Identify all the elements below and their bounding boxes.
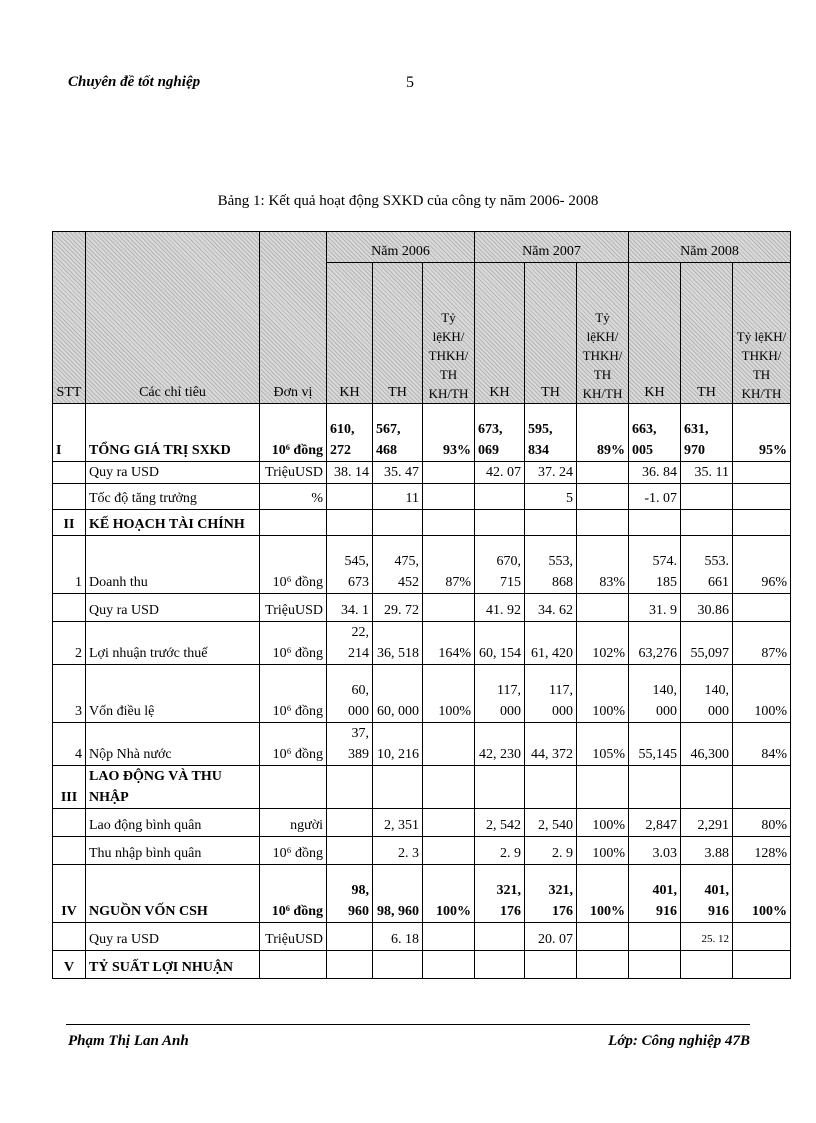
header-th: TH [681, 263, 733, 404]
footer-divider [66, 1024, 750, 1025]
cell-value: 38. 14 [327, 462, 373, 484]
header-kh: KH [629, 263, 681, 404]
header-ratio: Tỷ lệKH/ THKH/ TH KH/TH [733, 263, 791, 404]
cell-value [423, 484, 475, 510]
cell-unit: TriệuUSD [260, 462, 327, 484]
cell-stt: III [53, 766, 86, 809]
cell-value: -1. 07 [629, 484, 681, 510]
cell-value [681, 484, 733, 510]
cell-value [423, 809, 475, 837]
cell-value [733, 766, 791, 809]
cell-value [733, 510, 791, 536]
cell-value [629, 766, 681, 809]
header-kh: KH [475, 263, 525, 404]
cell-stt [53, 484, 86, 510]
cell-indicator: Quy ra USD [86, 594, 260, 622]
cell-value [423, 951, 475, 979]
header-indicator: Các chỉ tiêu [86, 232, 260, 404]
cell-value: 20. 07 [525, 923, 577, 951]
cell-value: 3.88 [681, 837, 733, 865]
cell-value [423, 766, 475, 809]
cell-value: 475, 452 [373, 536, 423, 594]
cell-value: 140, 000 [629, 665, 681, 723]
cell-value [577, 951, 629, 979]
cell-value [681, 766, 733, 809]
cell-value: 595, 834 [525, 404, 577, 462]
cell-value: 29. 72 [373, 594, 423, 622]
cell-value: 2. 9 [525, 837, 577, 865]
header-th: TH [373, 263, 423, 404]
cell-value [373, 951, 423, 979]
cell-value [327, 923, 373, 951]
cell-value [475, 951, 525, 979]
cell-unit: 10⁶ đồng [260, 837, 327, 865]
cell-value: 31. 9 [629, 594, 681, 622]
cell-value: 44, 372 [525, 723, 577, 766]
cell-value: 55,145 [629, 723, 681, 766]
cell-value: 60, 000 [327, 665, 373, 723]
cell-value: 87% [423, 536, 475, 594]
cell-unit: % [260, 484, 327, 510]
cell-value [373, 766, 423, 809]
table-row [53, 484, 791, 510]
cell-value: 37, 389 [327, 723, 373, 766]
cell-value: 84% [733, 723, 791, 766]
header-year-2007: Năm 2007 [475, 232, 629, 263]
cell-value: 10, 216 [373, 723, 423, 766]
cell-indicator: Tốc độ tăng trưởng [86, 484, 260, 510]
cell-stt [53, 594, 86, 622]
cell-value: 5 [525, 484, 577, 510]
cell-value [423, 837, 475, 865]
cell-value: 401, 916 [629, 865, 681, 923]
cell-value: 2, 351 [373, 809, 423, 837]
cell-value: 100% [577, 865, 629, 923]
cell-value [525, 510, 577, 536]
cell-value [525, 766, 577, 809]
cell-value: 30.86 [681, 594, 733, 622]
cell-value [629, 923, 681, 951]
cell-stt [53, 837, 86, 865]
cell-indicator: KẾ HOẠCH TÀI CHÍNH [86, 510, 260, 536]
cell-unit: 10⁶ đồng [260, 723, 327, 766]
cell-unit: 10⁶ đồng [260, 404, 327, 462]
cell-value [733, 923, 791, 951]
cell-value: 553. 661 [681, 536, 733, 594]
footer-author: Phạm Thị Lan Anh [68, 1033, 189, 1049]
cell-value: 574. 185 [629, 536, 681, 594]
cell-value: 128% [733, 837, 791, 865]
cell-value [423, 510, 475, 536]
cell-value [577, 462, 629, 484]
header-ratio: Tỷ lệKH/ THKH/ TH KH/TH [423, 263, 475, 404]
cell-value: 2. 9 [475, 837, 525, 865]
cell-value: 61, 420 [525, 622, 577, 665]
cell-indicator: Doanh thu [86, 536, 260, 594]
cell-value: 553, 868 [525, 536, 577, 594]
cell-value: 401, 916 [681, 865, 733, 923]
cell-indicator: Lợi nhuận trước thuế [86, 622, 260, 665]
table-row [53, 951, 791, 979]
cell-value [475, 766, 525, 809]
cell-value [373, 510, 423, 536]
cell-value: 36, 518 [373, 622, 423, 665]
table-row [53, 510, 791, 536]
cell-value [733, 594, 791, 622]
cell-value [327, 837, 373, 865]
cell-indicator: TỶ SUẤT LỢI NHUẬN [86, 951, 260, 979]
cell-value: 60, 000 [373, 665, 423, 723]
page-number: 5 [406, 74, 414, 91]
cell-value: 2,291 [681, 809, 733, 837]
cell-value: 663, 005 [629, 404, 681, 462]
header-ratio: Tỷ lệKH/ THKH/ TH KH/TH [577, 263, 629, 404]
cell-value [629, 510, 681, 536]
cell-value: 11 [373, 484, 423, 510]
cell-value: 98, 960 [373, 865, 423, 923]
cell-value: 37. 24 [525, 462, 577, 484]
table-row [53, 923, 791, 951]
cell-value: 35. 47 [373, 462, 423, 484]
cell-value: 80% [733, 809, 791, 837]
cell-value: 34. 1 [327, 594, 373, 622]
cell-value: 100% [733, 665, 791, 723]
cell-value: 6. 18 [373, 923, 423, 951]
cell-value: 34. 62 [525, 594, 577, 622]
cell-value [327, 951, 373, 979]
cell-stt [53, 462, 86, 484]
cell-value [733, 484, 791, 510]
cell-unit: 10⁶ đồng [260, 665, 327, 723]
cell-unit: 10⁶ đồng [260, 622, 327, 665]
cell-value: 321, 176 [475, 865, 525, 923]
cell-value: 83% [577, 536, 629, 594]
cell-value [733, 951, 791, 979]
cell-value [327, 809, 373, 837]
cell-value [733, 462, 791, 484]
cell-value [327, 766, 373, 809]
cell-value: 63,276 [629, 622, 681, 665]
cell-value: 117, 000 [525, 665, 577, 723]
cell-stt [53, 809, 86, 837]
cell-value: 610, 272 [327, 404, 373, 462]
footer-class: Lớp: Công nghiệp 47B [608, 1033, 750, 1049]
cell-value [475, 923, 525, 951]
cell-value: 117, 000 [475, 665, 525, 723]
cell-unit: 10⁶ đồng [260, 536, 327, 594]
header-year-2006: Năm 2006 [327, 232, 475, 263]
cell-indicator: TỔNG GIÁ TRỊ SXKD [86, 404, 260, 462]
cell-value: 42. 07 [475, 462, 525, 484]
cell-unit [260, 951, 327, 979]
results-table [52, 231, 791, 979]
cell-unit: TriệuUSD [260, 594, 327, 622]
header-th: TH [525, 263, 577, 404]
cell-value: 631, 970 [681, 404, 733, 462]
header-unit: Đơn vị [260, 232, 327, 404]
header-year-2008: Năm 2008 [629, 232, 791, 263]
cell-value: 545, 673 [327, 536, 373, 594]
cell-value: 46,300 [681, 723, 733, 766]
cell-value [475, 484, 525, 510]
cell-value: 102% [577, 622, 629, 665]
cell-stt: IV [53, 865, 86, 923]
cell-value: 36. 84 [629, 462, 681, 484]
cell-value: 100% [423, 665, 475, 723]
cell-indicator: Thu nhập bình quân [86, 837, 260, 865]
cell-value: 41. 92 [475, 594, 525, 622]
cell-indicator: Lao động bình quân [86, 809, 260, 837]
cell-unit: 10⁶ đồng [260, 865, 327, 923]
cell-value: 2, 542 [475, 809, 525, 837]
cell-value [327, 484, 373, 510]
table-caption: Bảng 1: Kết quả hoạt động SXKD của công ty năm 2006- 2008 [217, 193, 599, 209]
cell-stt: II [53, 510, 86, 536]
cell-value [629, 951, 681, 979]
cell-value [423, 462, 475, 484]
cell-value: 3.03 [629, 837, 681, 865]
header-stt: STT [53, 232, 86, 404]
cell-value [423, 923, 475, 951]
cell-value [577, 923, 629, 951]
cell-stt: 4 [53, 723, 86, 766]
table-row [53, 665, 791, 723]
table-row [53, 723, 791, 766]
header-kh: KH [327, 263, 373, 404]
cell-value: 95% [733, 404, 791, 462]
cell-stt: 3 [53, 665, 86, 723]
cell-indicator: Quy ra USD [86, 923, 260, 951]
cell-value: 100% [733, 865, 791, 923]
table-row [53, 809, 791, 837]
cell-indicator: NGUỒN VỐN CSH [86, 865, 260, 923]
cell-value: 60, 154 [475, 622, 525, 665]
cell-value: 321, 176 [525, 865, 577, 923]
table-row [53, 536, 791, 594]
cell-value: 25. 12 [681, 923, 733, 951]
cell-value: 96% [733, 536, 791, 594]
table-row [53, 404, 791, 462]
table-row [53, 594, 791, 622]
cell-value: 673, 069 [475, 404, 525, 462]
cell-value: 567, 468 [373, 404, 423, 462]
cell-value: 2, 540 [525, 809, 577, 837]
cell-value [327, 510, 373, 536]
cell-unit [260, 510, 327, 536]
cell-value: 42, 230 [475, 723, 525, 766]
cell-value [475, 510, 525, 536]
cell-value [577, 484, 629, 510]
table-row [53, 462, 791, 484]
document-header-title: Chuyên đề tốt nghiệp [68, 74, 201, 90]
cell-value: 100% [577, 837, 629, 865]
cell-stt: V [53, 951, 86, 979]
cell-stt: 1 [53, 536, 86, 594]
cell-value [423, 594, 475, 622]
table-row [53, 837, 791, 865]
cell-value: 140, 000 [681, 665, 733, 723]
cell-value: 100% [577, 665, 629, 723]
cell-indicator: LAO ĐỘNG VÀ THU NHẬP [86, 766, 260, 809]
cell-indicator: Quy ra USD [86, 462, 260, 484]
cell-value: 670, 715 [475, 536, 525, 594]
cell-value: 2,847 [629, 809, 681, 837]
cell-value [577, 510, 629, 536]
cell-value: 22, 214 [327, 622, 373, 665]
cell-value: 93% [423, 404, 475, 462]
table-row [53, 766, 791, 809]
cell-value [681, 510, 733, 536]
cell-value: 2. 3 [373, 837, 423, 865]
cell-value: 87% [733, 622, 791, 665]
cell-stt [53, 923, 86, 951]
cell-indicator: Nộp Nhà nước [86, 723, 260, 766]
cell-unit: người [260, 809, 327, 837]
cell-value: 105% [577, 723, 629, 766]
cell-value [525, 951, 577, 979]
cell-unit [260, 766, 327, 809]
cell-indicator: Vốn điều lệ [86, 665, 260, 723]
cell-value [681, 951, 733, 979]
cell-stt: I [53, 404, 86, 462]
cell-value: 35. 11 [681, 462, 733, 484]
table-row [53, 865, 791, 923]
cell-value [577, 766, 629, 809]
cell-stt: 2 [53, 622, 86, 665]
cell-value [577, 594, 629, 622]
cell-value: 55,097 [681, 622, 733, 665]
table-row [53, 622, 791, 665]
cell-value: 100% [577, 809, 629, 837]
cell-value [423, 723, 475, 766]
cell-value: 100% [423, 865, 475, 923]
cell-value: 89% [577, 404, 629, 462]
cell-value: 98, 960 [327, 865, 373, 923]
cell-unit: TriệuUSD [260, 923, 327, 951]
cell-value: 164% [423, 622, 475, 665]
